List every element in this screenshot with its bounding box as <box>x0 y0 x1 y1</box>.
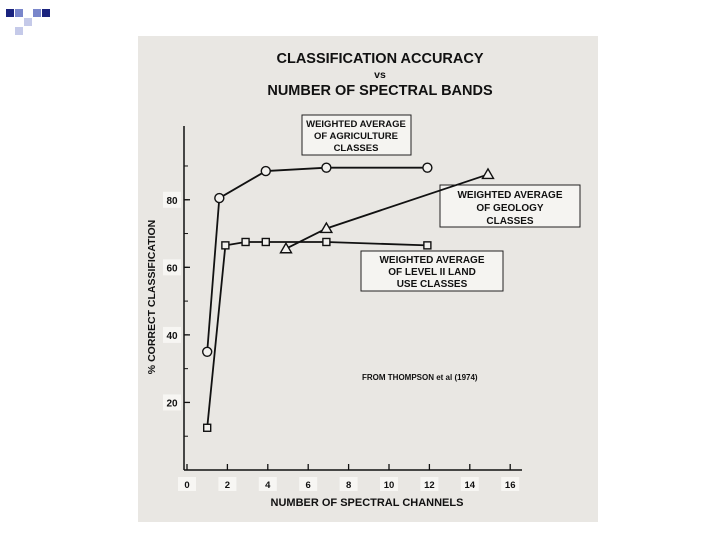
label-land-use-line1: WEIGHTED AVERAGE <box>379 255 485 266</box>
label-land-use-line3: USE CLASSES <box>396 279 468 290</box>
data-point-circle <box>261 167 270 176</box>
x-tick-label: 12 <box>424 480 435 491</box>
data-point-triangle <box>280 243 291 253</box>
label-agriculture-line1: WEIGHTED AVERAGE <box>306 119 406 130</box>
data-point-square <box>424 242 431 249</box>
x-tick-label: 14 <box>464 480 476 491</box>
data-point-square <box>242 238 249 245</box>
x-tick-label: 0 <box>184 480 190 491</box>
x-axis-label: NUMBER OF SPECTRAL CHANNELS <box>270 497 464 509</box>
data-point-square <box>222 242 229 249</box>
x-tick-label: 2 <box>224 480 231 491</box>
x-tick-label: 10 <box>383 480 395 491</box>
label-agriculture <box>302 115 411 155</box>
x-tick-label: 6 <box>305 480 311 491</box>
y-tick-label: 80 <box>166 195 178 207</box>
label-land-use-line2: OF LEVEL II LAND <box>388 267 476 278</box>
label-agriculture-line3: CLASSES <box>333 143 379 154</box>
label-geology <box>440 185 580 227</box>
y-axis-label: % CORRECT CLASSIFICATION <box>146 219 158 375</box>
chart-title-vs: vs <box>374 69 386 81</box>
y-tick-label: 20 <box>166 398 178 410</box>
data-point-square <box>204 424 211 431</box>
data-point-circle <box>203 347 212 356</box>
y-tick-label: 40 <box>166 330 178 342</box>
data-point-square <box>262 238 269 245</box>
label-geology-line1: WEIGHTED AVERAGE <box>457 190 563 201</box>
x-tick-label: 8 <box>345 480 352 491</box>
label-geology-line2: OF GEOLOGY <box>476 203 544 214</box>
label-land-use <box>361 251 503 291</box>
label-geology-line3: CLASSES <box>486 216 534 227</box>
data-point-triangle <box>482 169 493 179</box>
data-point-circle <box>423 163 432 172</box>
label-agriculture-line2: OF AGRICULTURE <box>314 131 398 142</box>
x-tick-label: 4 <box>265 480 271 491</box>
data-point-circle <box>322 163 331 172</box>
source-note: FROM THOMPSON et al (1974) <box>362 373 478 382</box>
x-tick-label: 16 <box>504 480 516 491</box>
y-tick-label: 60 <box>166 263 178 275</box>
data-point-circle <box>215 194 224 203</box>
data-point-square <box>323 238 330 245</box>
chart-title-line3: NUMBER OF SPECTRAL BANDS <box>267 83 493 99</box>
chart-title: CLASSIFICATION ACCURACY <box>276 51 484 67</box>
